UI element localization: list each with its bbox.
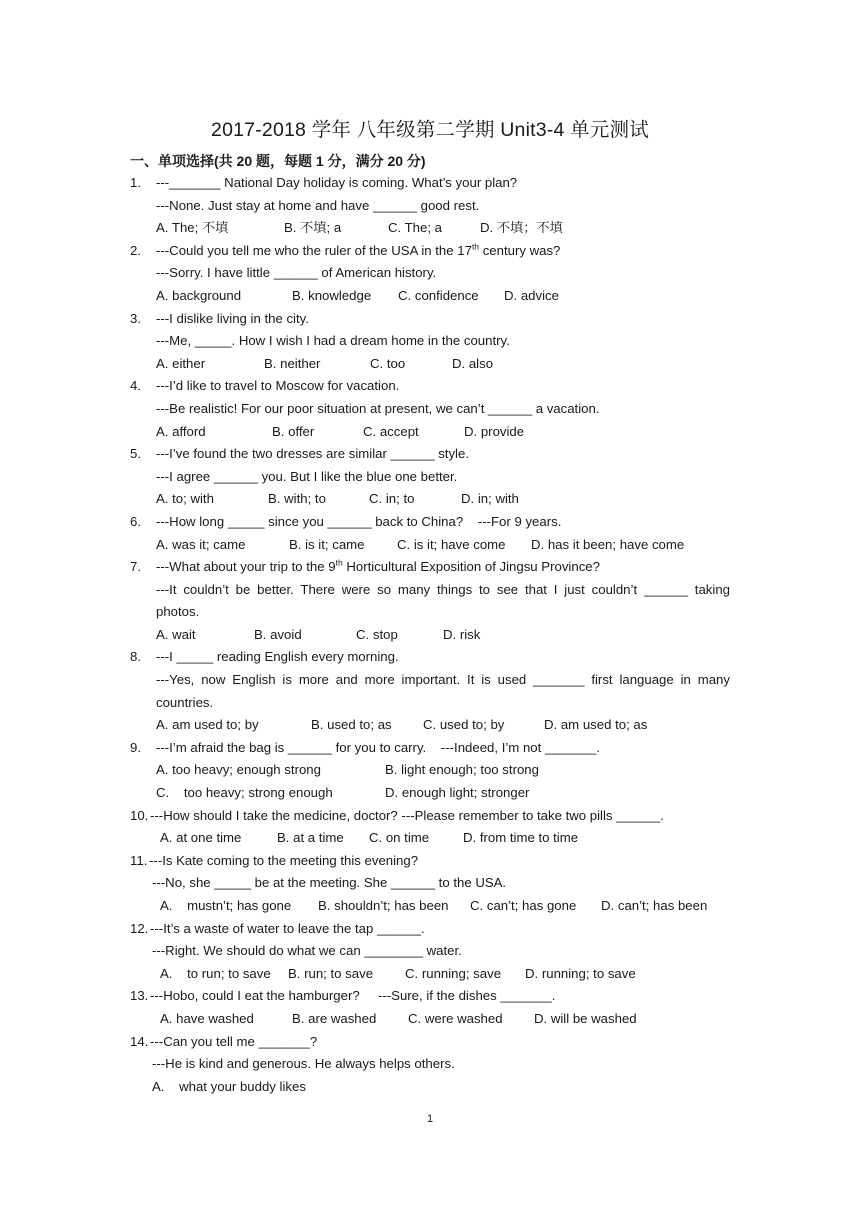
question-text: ---I’m afraid the bag is ______ for you to carry. ---Indeed, I’m not _______.	[156, 739, 600, 755]
question-number: 7.	[130, 559, 141, 575]
question-text: ---What about your trip to the 9th Horticultural Exposition of Jingsu Province?	[156, 557, 600, 575]
options-row	[130, 759, 730, 782]
option-c[interactable]: C. too	[370, 355, 406, 371]
question-response-continued: countries.	[156, 694, 214, 710]
question-response-continued: photos.	[156, 604, 200, 620]
option-c[interactable]: C. stop	[356, 626, 398, 642]
options-row	[130, 421, 730, 444]
options-row	[130, 963, 730, 986]
option-a[interactable]: A. mustn’t; has gone	[160, 898, 292, 913]
options-row	[130, 217, 730, 240]
option-d[interactable]: D. 不填；不填	[480, 220, 563, 236]
question-response: ---No, she _____ be at the meeting. She ______ to the USA.	[152, 875, 507, 891]
question-number: 1.	[130, 175, 141, 190]
question-text: ---It’s a waste of water to leave the tap ______.	[150, 920, 425, 936]
question-response: ---He is kind and generous. He always helps others.	[152, 1056, 455, 1072]
question-text: ---I dislike living in the city.	[156, 310, 309, 326]
option-c[interactable]: C. running; save	[405, 965, 502, 981]
options-row	[130, 488, 730, 511]
question-response: ---None. Just stay at home and have ______ good rest.	[156, 197, 480, 213]
options-row	[130, 353, 730, 376]
question-3	[130, 308, 730, 331]
option-d[interactable]: D. also	[452, 355, 494, 371]
option-b[interactable]: B. light enough; too strong	[385, 762, 539, 778]
option-a[interactable]: A. at one time	[160, 830, 242, 846]
option-c[interactable]: C. used to; by	[423, 717, 505, 733]
question-5	[130, 443, 730, 466]
option-c[interactable]: C. in; to	[369, 491, 415, 507]
option-c[interactable]: C. on time	[369, 830, 430, 846]
question-text: ---_______ National Day holiday is coming. What’s your plan?	[156, 175, 518, 190]
options-row	[130, 624, 730, 647]
option-d[interactable]: D. risk	[443, 626, 481, 642]
option-b[interactable]: B. run; to save	[288, 965, 374, 981]
option-b[interactable]: B. offer	[272, 423, 315, 439]
question-number: 9.	[130, 739, 141, 755]
options-row	[130, 827, 730, 850]
question-text: ---I _____ reading English every morning.	[156, 649, 399, 665]
question-13	[130, 985, 730, 1008]
question-response: ---Be realistic! For our poor situation at present, we can’t ______ a vacation.	[156, 400, 600, 416]
options-row	[130, 782, 730, 805]
question-2	[130, 240, 730, 263]
option-b[interactable]: B. knowledge	[292, 287, 372, 303]
question-text: ---How should I take the medicine, doctor? ---Please remember to take two pills ______.	[150, 807, 664, 823]
option-a[interactable]: A. The; 不填	[156, 220, 229, 236]
option-a[interactable]: A. background	[156, 287, 242, 303]
option-d[interactable]: D. advice	[504, 287, 559, 303]
question-number: 5.	[130, 446, 141, 462]
option-d[interactable]: D. can’t; has been	[601, 898, 708, 913]
question-response: ---Yes, now English is more and more important. It is used _______ first language in many	[156, 672, 730, 688]
question-response: ---Sorry. I have little ______ of American history.	[156, 265, 437, 281]
option-d[interactable]: D. in; with	[461, 491, 519, 507]
options-row	[130, 1008, 730, 1031]
option-c[interactable]: C. is it; have come	[397, 536, 506, 552]
option-d[interactable]: D. running; to save	[525, 965, 636, 981]
option-b[interactable]: B. neither	[264, 355, 321, 371]
option-b[interactable]: B. are washed	[292, 1010, 377, 1026]
question-11	[130, 850, 730, 873]
question-7	[130, 556, 730, 579]
question-4	[130, 375, 730, 398]
question-6	[130, 511, 730, 534]
option-a[interactable]: A. have washed	[160, 1010, 254, 1026]
option-a[interactable]: A. what your buddy likes	[152, 1078, 306, 1094]
option-d[interactable]: D. enough light; stronger	[385, 785, 530, 801]
page-number: 1	[426, 1113, 434, 1125]
question-number: 12.	[130, 920, 149, 936]
question-number: 3.	[130, 310, 141, 326]
question-response: ---I agree ______ you. But I like the blue one better.	[156, 468, 458, 484]
option-a[interactable]: A. to; with	[156, 491, 214, 507]
options-row	[130, 285, 730, 308]
option-a[interactable]: A. wait	[156, 626, 196, 642]
question-number: 11.	[130, 852, 148, 868]
option-c[interactable]: C. accept	[363, 423, 419, 439]
options-row	[130, 895, 730, 918]
question-9	[130, 737, 730, 760]
section-heading: 一、单项选择(共 20 题，每题 1 分，满分 20 分)	[130, 153, 426, 169]
options-row	[130, 534, 730, 557]
question-text: ---Hobo, could I eat the hamburger? ---Sure, if the dishes _______.	[150, 988, 556, 1004]
option-c[interactable]: C. can’t; has gone	[470, 898, 577, 913]
question-response: ---Me, _____. How I wish I had a dream home in the country.	[156, 333, 510, 349]
question-14	[130, 1031, 730, 1054]
question-response: ---It couldn’t be better. There were so many things to see that I just couldn’t ______ taking	[156, 581, 730, 597]
option-d[interactable]: D. from time to time	[463, 830, 579, 846]
option-a[interactable]: A. either	[156, 355, 206, 371]
option-b[interactable]: B. 不填; a	[284, 220, 342, 236]
question-number: 13.	[130, 988, 149, 1004]
option-a[interactable]: A. was it; came	[156, 536, 246, 552]
option-b[interactable]: B. at a time	[277, 830, 344, 846]
option-c[interactable]: C. too heavy; strong enough	[156, 785, 333, 801]
option-d[interactable]: D. has it been; have come	[531, 536, 685, 552]
question-10	[130, 805, 730, 828]
question-text: ---Is Kate coming to the meeting this evening?	[149, 852, 419, 868]
question-number: 2.	[130, 242, 141, 258]
question-text: ---Could you tell me who the ruler of the USA in the 17th century was?	[156, 241, 561, 258]
page-title: 2017-2018 学年 八年级第二学期 Unit3-4 单元测试	[211, 119, 649, 141]
question-text: ---I’ve found the two dresses are similar ______ style.	[156, 446, 469, 462]
option-a[interactable]: A. to run; to save	[160, 965, 271, 981]
option-a[interactable]: A. afford	[156, 423, 206, 439]
options-row	[130, 714, 730, 737]
option-d[interactable]: D. will be washed	[534, 1010, 637, 1026]
option-c[interactable]: C. were washed	[408, 1010, 503, 1026]
question-number: 14.	[130, 1033, 149, 1049]
question-text: ---How long _____ since you ______ back to China? ---For 9 years.	[156, 513, 562, 529]
option-b[interactable]: B. used to; as	[311, 717, 392, 733]
option-a[interactable]: A. am used to; by	[156, 717, 259, 733]
option-b[interactable]: B. is it; came	[289, 536, 365, 552]
option-a[interactable]: A. too heavy; enough strong	[156, 762, 321, 778]
question-response: ---Right. We should do what we can ________ water.	[152, 943, 462, 959]
option-d[interactable]: D. provide	[464, 423, 525, 439]
question-text: ---I’d like to travel to Moscow for vacation.	[156, 378, 400, 394]
option-b[interactable]: B. avoid	[254, 626, 302, 642]
question-8	[130, 646, 730, 669]
option-c[interactable]: C. confidence	[398, 287, 479, 303]
option-c[interactable]: C. The; a	[388, 220, 442, 236]
question-number: 4.	[130, 378, 141, 394]
option-b[interactable]: B. shouldn’t; has been	[318, 898, 449, 913]
question-text: ---Can you tell me _______?	[150, 1033, 318, 1049]
option-d[interactable]: D. am used to; as	[544, 717, 648, 733]
question-number: 6.	[130, 513, 141, 529]
question-12	[130, 918, 730, 941]
question-1	[130, 172, 730, 195]
option-b[interactable]: B. with; to	[268, 491, 326, 507]
question-list	[130, 172, 730, 1098]
question-number: 10.	[130, 807, 149, 823]
question-number: 8.	[130, 649, 141, 665]
